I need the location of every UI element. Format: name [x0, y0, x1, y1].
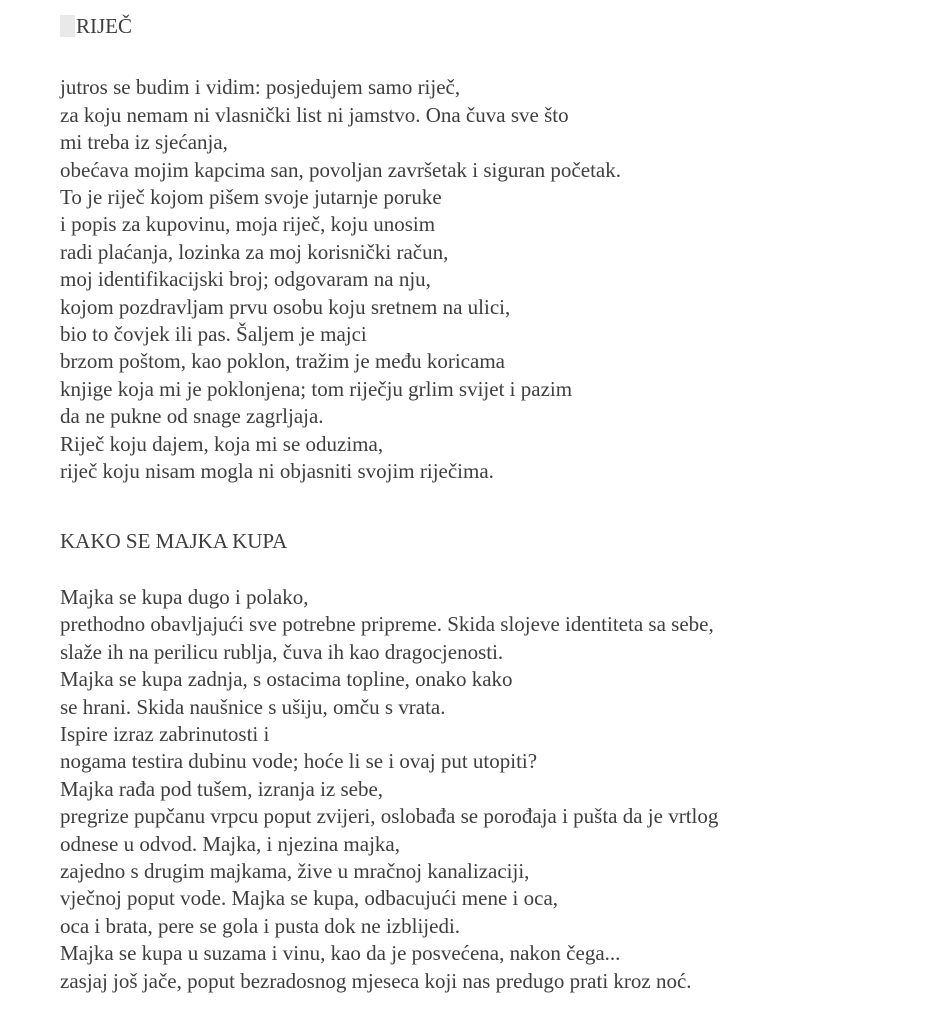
poem-line: mi treba iz sjećanja, [60, 130, 228, 155]
poem-line: bio to čovjek ili pas. Šaljem je majci [60, 322, 367, 347]
poem-line: prethodno obavljajući sve potrebne pripreme. Skida slojeve identiteta sa sebe, [60, 612, 714, 637]
poem-section-kako-se-majka-kupa [60, 528, 894, 996]
poem-line: i popis za kupovinu, moja riječ, koju unosim [60, 212, 436, 237]
poem-line: Majka se kupa u suzama i vinu, kao da je posvećena, nakon čega... [60, 941, 621, 966]
poem-line: za koju nemam ni vlasnički list ni jamstvo. Ona čuva sve što [60, 102, 569, 127]
poem-line: jutros se budim i vidim: posjedujem samo riječ, [60, 75, 461, 100]
poem-line: vječnoj poput vode. Majka se kupa, odbacujući mene i oca, [60, 886, 559, 911]
poem-line: Majka se kupa zadnja, s ostacima topline, onako kako [60, 667, 513, 692]
poem-line: odnese u odvod. Majka, i njezina majka, [60, 831, 400, 856]
poem-line: To je riječ kojom pišem svoje jutarnje poruke [60, 185, 442, 210]
highlight-mark [60, 15, 75, 37]
poem-line: Majka se kupa dugo i polako, [60, 584, 309, 609]
poem-line: oca i brata, pere se gola i pusta dok ne izblijedi. [60, 913, 461, 938]
poem-body [60, 74, 894, 485]
poem-title [60, 13, 894, 40]
poem-line: nogama testira dubinu vode; hoće li se i ovaj put utopiti? [60, 749, 538, 774]
poem-line: riječ koju nisam mogla ni objasniti svojim riječima. [60, 459, 494, 484]
poem-line: moj identifikacijski broj; odgovaram na nju, [60, 267, 431, 292]
poem-line: brzom poštom, kao poklon, tražim je među koricama [60, 349, 505, 374]
poem-title [60, 528, 894, 555]
poem-line: da ne pukne od snage zagrljaja. [60, 404, 324, 429]
poem-title-text: KAKO SE MAJKA KUPA [60, 528, 288, 553]
poem-title-text: RIJEČ [76, 14, 133, 38]
poem-line: se hrani. Skida naušnice s ušiju, omču s vrata. [60, 694, 446, 719]
poem-line: zajedno s drugim majkama, žive u mračnoj kanalizaciji, [60, 858, 530, 883]
poem-line: slaže ih na perilicu rublja, čuva ih kao dragocjenosti. [60, 639, 504, 664]
poem-line: Majka rađa pod tušem, izranja iz sebe, [60, 776, 384, 801]
poem-line: Riječ koju dajem, koja mi se oduzima, [60, 431, 384, 456]
poem-line: knjige koja mi je poklonjena; tom riječju grlim svijet i pazim [60, 376, 573, 401]
poem-line: obećava mojim kapcima san, povoljan završetak i siguran početak. [60, 157, 621, 182]
poem-line: kojom pozdravljam prvu osobu koju sretnem na ulici, [60, 294, 511, 319]
poem-line: zasjaj još jače, poput bezradosnog mjeseca koji nas predugo prati kroz noć. [60, 968, 692, 993]
poem-line: pregrize pupčanu vrpcu poput zvijeri, oslobađa se porođaja i pušta da je vrtlog [60, 804, 719, 829]
poem-body [60, 584, 894, 995]
poem-line: Ispire izraz zabrinutosti i [60, 721, 270, 746]
poem-line: radi plaćanja, lozinka za moj korisnički račun, [60, 239, 449, 264]
poem-section-rijec [60, 13, 894, 486]
